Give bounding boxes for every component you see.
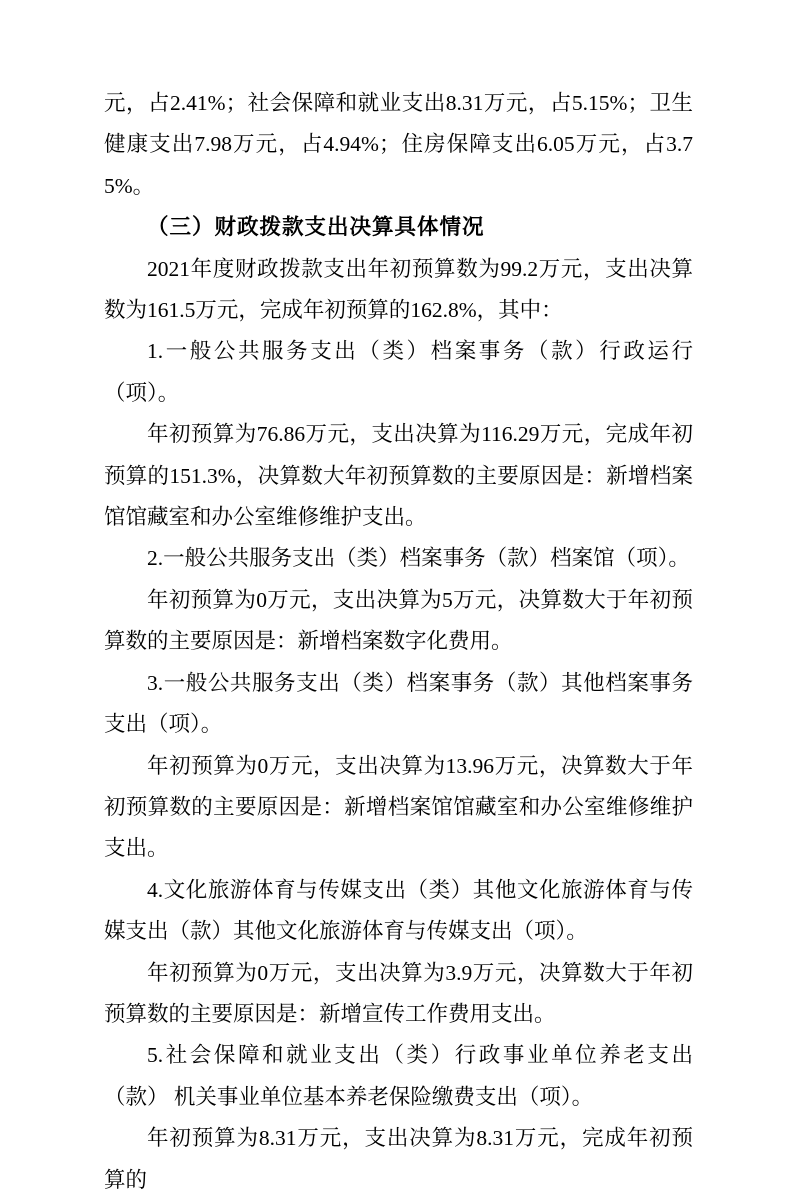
paragraph-item-5-title: 5.社会保障和就业支出（类）行政事业单位养老支出（款） 机关事业单位基本养老保险缴费支出（项）。	[104, 1043, 693, 1109]
paragraph-item-1-detail: 年初预算为76.86万元，支出决算为116.29万元，完成年初预算的151.3%，决算数大年初预算数的主要原因是：新增档案馆馆藏室和办公室维修维护支出。	[104, 422, 693, 530]
paragraph-item-2-title: 2.一般公共服务支出（类）档案事务（款）档案馆（项）。	[147, 546, 690, 571]
document-content	[104, 83, 693, 1201]
paragraph-item-1-title: 1.一般公共服务支出（类）档案事务（款）行政运行（项）。	[104, 339, 693, 405]
paragraph-item-5-detail: 年初预算为8.31万元，支出决算为8.31万元，完成年初预算的	[104, 1126, 693, 1192]
paragraph-item-3-title: 3.一般公共服务支出（类）档案事务（款）其他档案事务支出（项）。	[104, 670, 693, 737]
paragraph-expenditure-shares-continued: 元，占2.41%；社会保障和就业支出8.31万元，占5.15%；卫生健康支出7.98万元，占4.94%；住房保障支出6.05万元，占3.75%。	[104, 91, 693, 198]
paragraph-item-2-detail: 年初预算为0万元，支出决算为5万元，决算数大于年初预算数的主要原因是：新增档案数字化费用。	[104, 587, 693, 654]
paragraph-item-4-detail: 年初预算为0万元，支出决算为3.9万元，决算数大于年初预算数的主要原因是：新增宣传工作费用支出。	[104, 960, 693, 1026]
paragraph-item-4-title: 4.文化旅游体育与传媒支出（类）其他文化旅游体育与传媒支出（款）其他文化旅游体育与传媒支出（项）。	[104, 877, 693, 944]
section-heading-fiscal-expenditure-details: （三）财政拨款支出决算具体情况	[147, 215, 485, 240]
paragraph-budget-overview: 2021年度财政拨款支出年初预算数为99.2万元，支出决算数为161.5万元，完成年初预算的162.8%，其中：	[104, 256, 693, 323]
paragraph-item-3-detail: 年初预算为0万元，支出决算为13.96万元，决算数大于年初预算数的主要原因是：新增档案馆馆藏室和办公室维修维护支出。	[104, 753, 693, 861]
